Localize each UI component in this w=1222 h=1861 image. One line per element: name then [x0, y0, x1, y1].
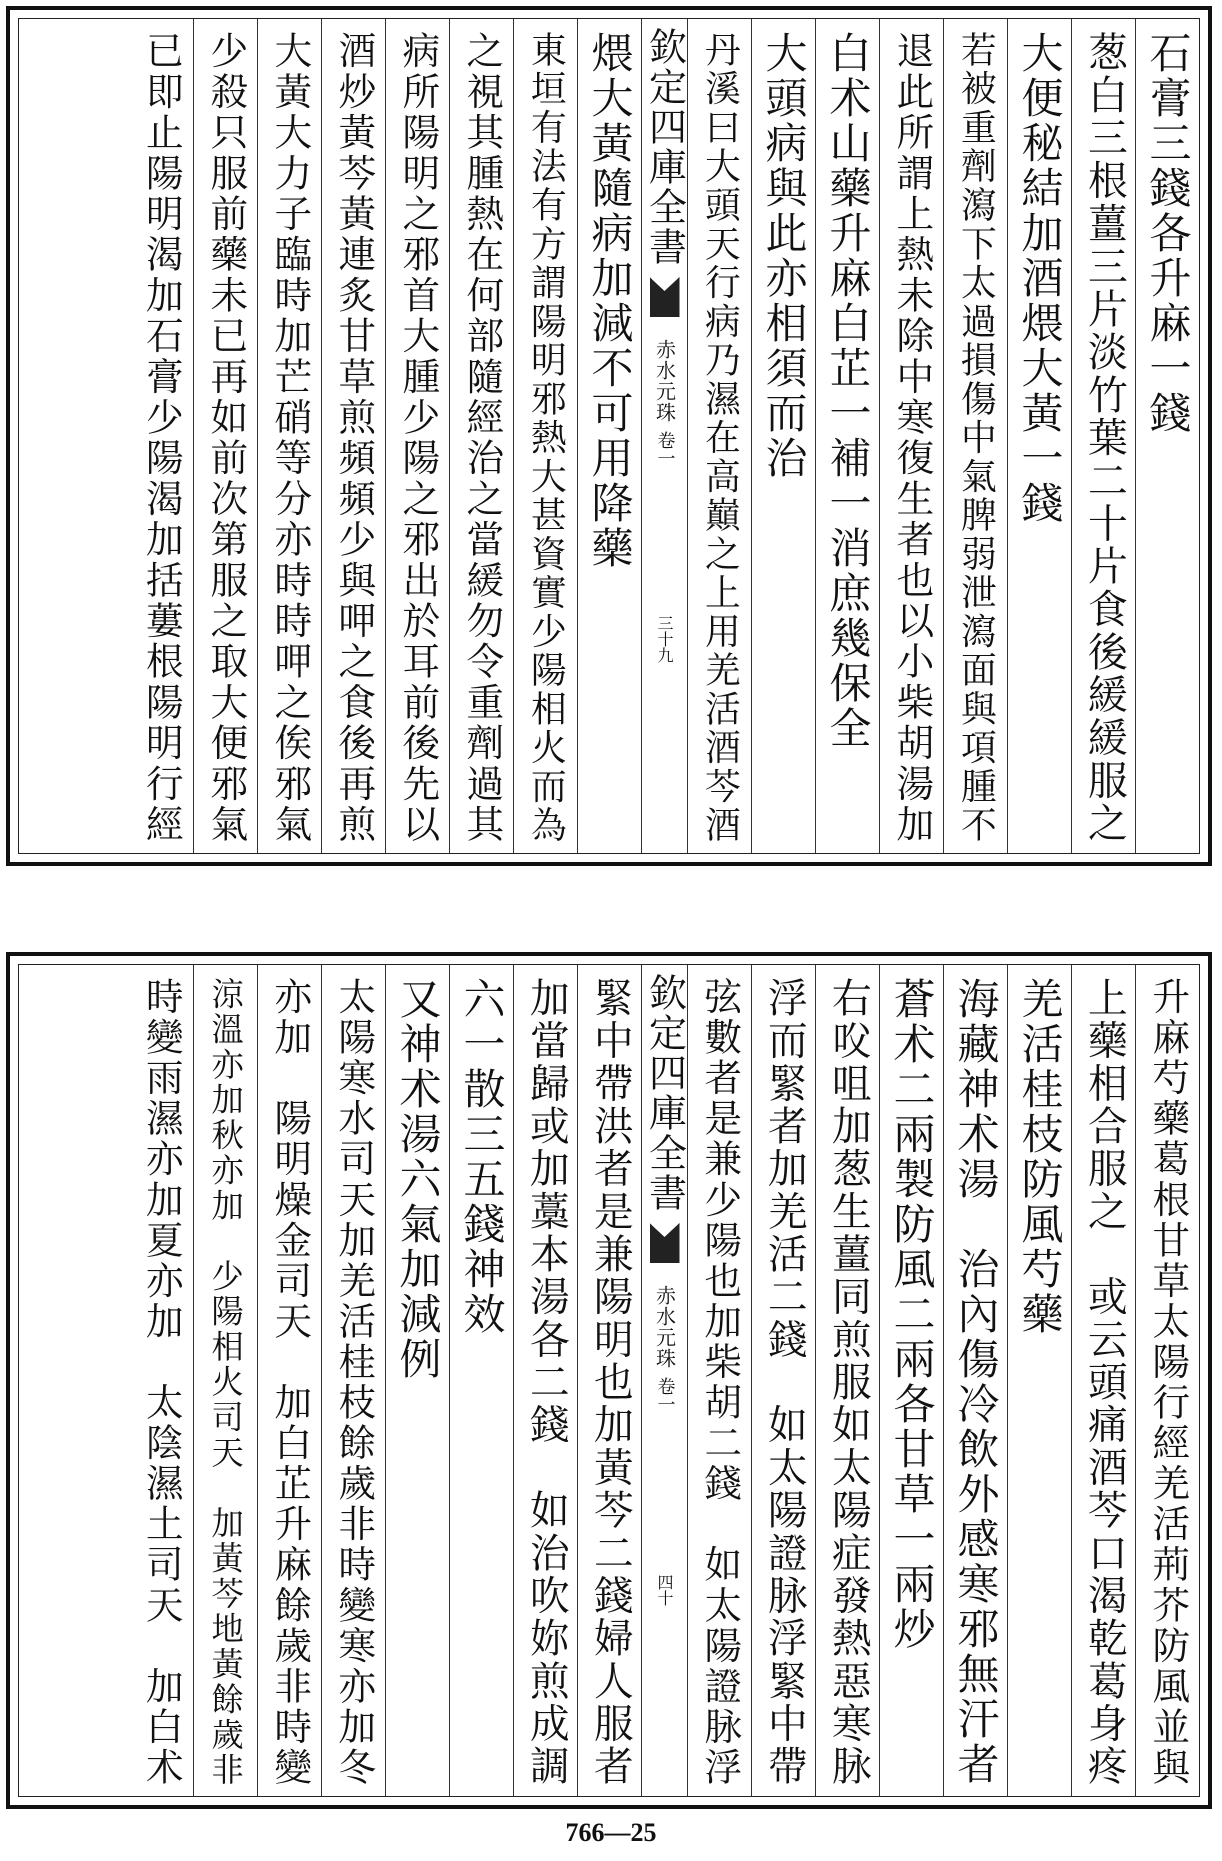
page-number: 四十 — [655, 1574, 674, 1606]
volume-label: 卷一 — [654, 431, 676, 467]
column-text: 太陽寒水司天加羌活桂枝餘歲非時變寒亦加冬 — [332, 977, 377, 1788]
text-column — [449, 19, 513, 853]
text-column — [577, 19, 641, 853]
column-text: 右㕮咀加葱生薑同煎服如太陽症發熱惡寒脉 — [825, 977, 872, 1788]
fishtail-mark-icon — [650, 1223, 680, 1263]
column-text: 蒼术二兩製防風二兩各甘草一兩炒 — [887, 977, 937, 1652]
fishtail-mark-icon — [650, 277, 680, 317]
volume-label: 卷一 — [654, 1377, 676, 1413]
column-text: 上藥相合服之 或云頭痛酒芩口渴乾葛身疼 — [1081, 977, 1128, 1788]
column-text: 酒炒黃芩黃連炙甘草煎頻頻少與呷之食後再煎 — [332, 31, 377, 845]
text-column — [321, 19, 385, 853]
text-column — [687, 965, 751, 1796]
text-column — [751, 965, 815, 1796]
center-spine — [641, 19, 687, 853]
column-text: 海藏神术湯 治內傷冷飲外感寒邪無汗者 — [951, 977, 1001, 1787]
column-text: 東垣有法有方謂陽明邪熱大甚資實少陽相火而為 — [525, 31, 567, 845]
column-text: 大便秘結加酒煨大黃一錢 — [1015, 31, 1065, 526]
column-text: 又神术湯六氣加減例 — [393, 977, 443, 1382]
column-text: 大黃大力子臨時加芒硝等分亦時時呷之俟邪氣 — [268, 31, 313, 845]
column-text: 石膏三錢各升麻一錢 — [1143, 31, 1193, 436]
column-text: 少殺只服前藥未已再如前次第服之取大便邪氣 — [204, 31, 249, 845]
book-title: 赤水元珠 — [652, 339, 677, 423]
column-text: 加當歸或加藁本湯各二錢 如治吹妳煎成調 — [523, 977, 570, 1788]
text-column — [513, 965, 577, 1796]
center-spine — [641, 965, 687, 1796]
text-column — [257, 19, 321, 853]
text-column — [751, 19, 815, 853]
text-column — [1135, 19, 1199, 853]
text-column — [577, 965, 641, 1796]
text-column — [1007, 19, 1071, 853]
text-column — [513, 19, 577, 853]
text-column — [687, 19, 751, 853]
column-text: 時變雨濕亦加夏亦加 太陰濕土司天 加白术 — [139, 977, 184, 1788]
column-text: 涼溫亦加秋亦加 少陽相火司天 加黃芩地黃餘歲非 — [206, 977, 245, 1788]
column-text: 弦數者是兼少陽也加柴胡二錢 如太陽證脉浮 — [698, 977, 743, 1788]
upper-columns — [19, 19, 1199, 853]
lower-columns — [19, 965, 1199, 1796]
text-column — [815, 965, 879, 1796]
column-text: 亦加 陽明燥金司天 加白芷升麻餘歲非時變 — [268, 977, 313, 1788]
column-text: 白术山藥升麻白芷一補一消庶幾保全 — [823, 31, 873, 751]
column-text: 煨大黃隨病加減不可用降藥 — [585, 31, 635, 571]
text-column — [1071, 19, 1135, 853]
text-column — [129, 19, 193, 853]
upper-page-frame — [18, 18, 1200, 854]
column-text: 退此所謂上熱未除中寒復生者也以小柴胡湯加 — [890, 31, 935, 845]
lower-page-frame — [18, 964, 1200, 1797]
text-column — [129, 965, 193, 1796]
text-column — [1135, 965, 1199, 1796]
column-text: 緊中帶洪者是兼陽明也加黃芩二錢婦人服者 — [587, 977, 634, 1788]
text-column — [385, 965, 449, 1796]
text-column — [1007, 965, 1071, 1796]
text-column — [193, 965, 257, 1796]
column-text: 丹溪曰大頭天行病乃濕在高巔之上用羌活酒芩酒 — [699, 31, 741, 845]
text-column — [943, 19, 1007, 853]
column-text: 葱白三根薑三片淡竹葉二十片食後緩緩服之 — [1081, 31, 1128, 845]
column-text: 病所陽明之邪首大腫少陽之邪出於耳前後先以 — [396, 31, 441, 845]
column-text: 之視其腫熱在何部隨經治之當緩勿令重劑過其 — [460, 31, 505, 845]
text-column — [321, 965, 385, 1796]
column-text: 若被重劑瀉下太過損傷中氣脾弱泄瀉面與項腫不 — [955, 31, 997, 845]
text-column — [879, 19, 943, 853]
column-text: 六一散三五錢神效 — [457, 977, 507, 1337]
text-column — [879, 965, 943, 1796]
text-column — [257, 965, 321, 1796]
text-column — [193, 19, 257, 853]
upper-page — [6, 6, 1212, 866]
text-column — [1071, 965, 1135, 1796]
text-column — [943, 965, 1007, 1796]
column-text: 已即止陽明渴加石膏少陽渴加括蔞根陽明行經 — [139, 31, 184, 845]
folio-number: 766—25 — [565, 1818, 657, 1847]
text-column — [815, 19, 879, 853]
library-title: 欽定四庫全書 — [642, 27, 687, 267]
column-text: 浮而緊者加羌活二錢 如太陽證脉浮緊中帶 — [761, 977, 808, 1788]
library-title: 欽定四庫全書 — [642, 973, 687, 1213]
column-text: 大頭病與此亦相須而治 — [759, 31, 809, 481]
lower-page — [6, 952, 1212, 1809]
column-text: 升麻芍藥葛根甘草太陽行經羌活荊芥防風並與 — [1146, 977, 1191, 1788]
text-column — [449, 965, 513, 1796]
column-text: 羌活桂枝防風芍藥 — [1015, 977, 1065, 1337]
book-title: 赤水元珠 — [652, 1285, 677, 1369]
page-number: 三十九 — [655, 615, 674, 663]
text-column — [385, 19, 449, 853]
